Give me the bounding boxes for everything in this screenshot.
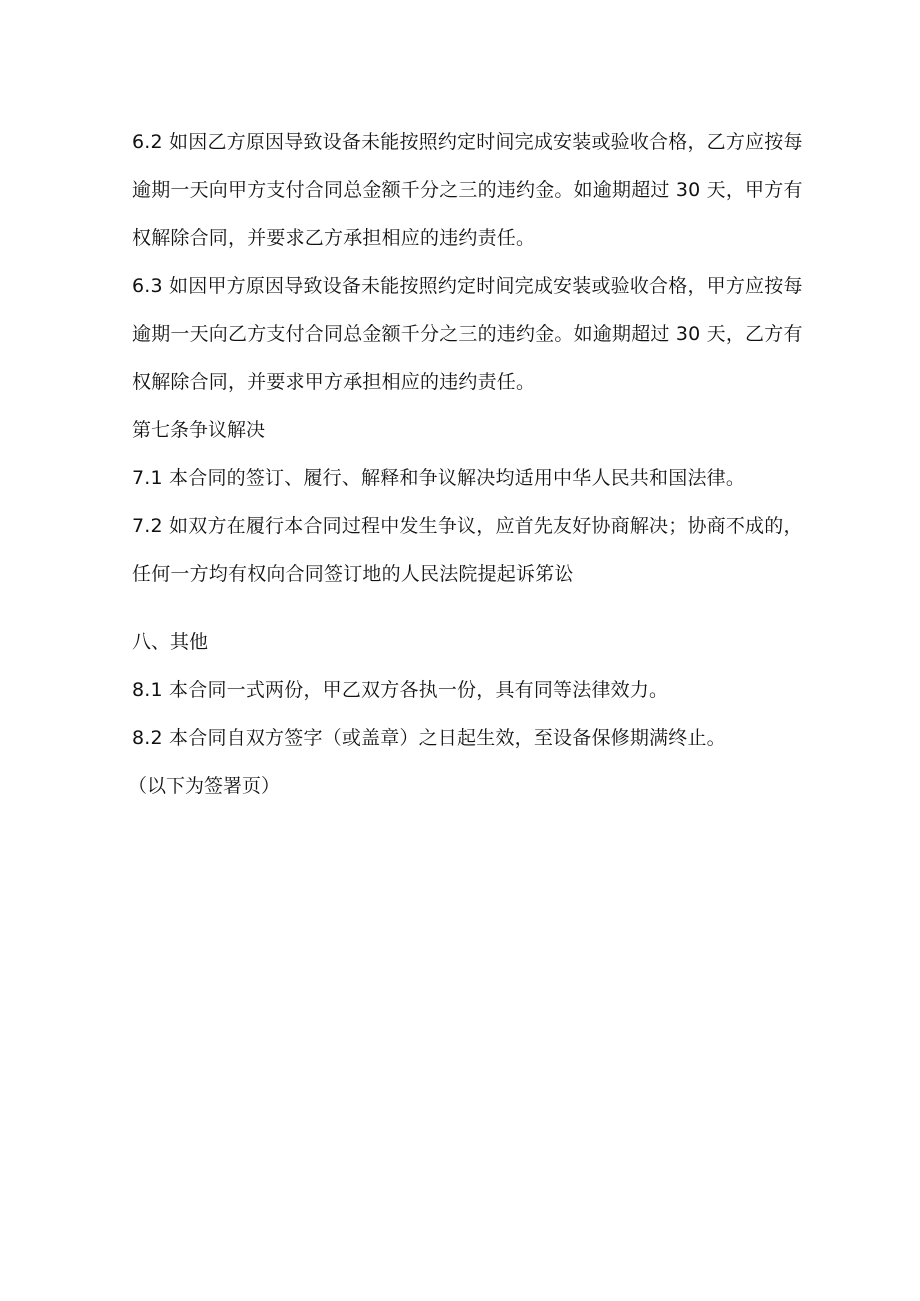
- clause-7-1: 7.1 本合同的签订、履行、解释和争议解决均适用中华人民共和国法律。: [132, 467, 746, 489]
- section-8-heading: 八、其他: [132, 631, 209, 653]
- clause-8-2: 8.2 本合同自双方签字（或盖章）之日起生效，至设备保修期满终止。: [132, 727, 726, 749]
- document-body: [128, 118, 804, 810]
- clause-7-2: 7.2 如双方在履行本合同过程中发生争议，应首先友好协商解决；协商不成的，任何一方均有权向合同签订地的人民法院提起诉笫讼: [132, 515, 803, 585]
- clause-8-1: 8.1 本合同一式两份，甲乙双方各执一份，具有同等法律效力。: [132, 679, 669, 701]
- clause-6-3: 6.3 如因甲方原因导致设备未能按照约定时间完成安装或验收合格，甲方应按每逾期一天向乙方支付合同总金额千分之三的违约金。如逾期超过 30 天，乙方有权解除合同，并要求甲方承担相应的违约责任。: [132, 275, 803, 393]
- clause-6-2: 6.2 如因乙方原因导致设备未能按照约定时间完成安装或验收合格，乙方应按每逾期一天向甲方支付合同总金额千分之三的违约金。如逾期超过 30 天，甲方有权解除合同，并要求乙方承担相应的违约责任。: [132, 131, 803, 249]
- section-7-heading: 第七条争议解决: [132, 419, 266, 441]
- signature-page-note: （以下为签署页）: [128, 775, 281, 797]
- section-spacer: [132, 598, 804, 618]
